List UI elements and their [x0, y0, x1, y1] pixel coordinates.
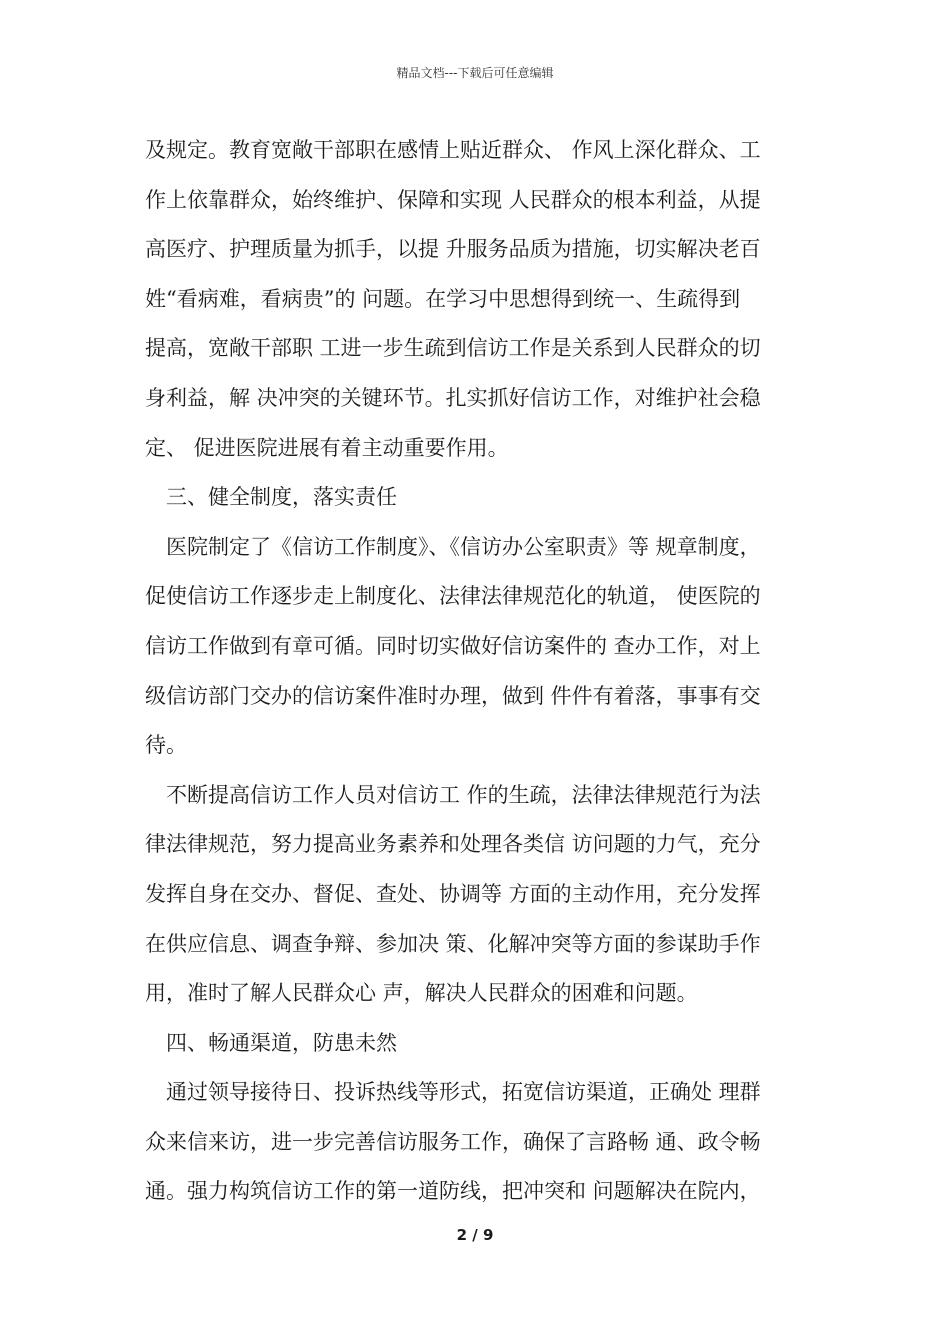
- text-line: 级信访部门交办的信访案件准时办理，做到 件件有着落，事事有交: [145, 683, 761, 708]
- text-line: 众来信来访，进一步完善信访服务工作，确保了言路畅 通、政令畅: [145, 1129, 761, 1154]
- text-line: 不断提高信访工作人员对信访工 作的生疏，法律法律规范行为法: [166, 782, 761, 807]
- text-line: 提高，宽敞干部职 工进一步生疏到信访工作是关系到人民群众的切: [145, 336, 761, 361]
- text-line: 在供应信息、调查争辩、参加决 策、化解冲突等方面的参谋助手作: [145, 931, 761, 956]
- text-line: 身利益，解 决冲突的关键环节。扎实抓好信访工作，对维护社会稳: [145, 385, 761, 410]
- text-line: 医院制定了《信访工作制度》、《信访办公室职责》等 规章制度，: [166, 534, 761, 559]
- section-heading: 四、畅通渠道，防患未然: [166, 1030, 397, 1055]
- page-number: 2 / 9: [456, 1226, 494, 1244]
- document-body: [145, 126, 815, 1217]
- text-line: 促使信访工作逐步走上制度化、法律法律规范化的轨道， 使医院的: [145, 584, 761, 609]
- text-line: 律法律规范，努力提高业务素养和处理各类信 访问题的力气，充分: [145, 832, 761, 857]
- text-line: 及规定。教育宽敞干部职在感情上贴近群众、 作风上深化群众、工: [145, 138, 761, 162]
- text-line: 通。强力构筑信访工作的第一道防线，把冲突和 问题解决在院内，: [145, 1179, 761, 1204]
- text-line: 信访工作做到有章可循。同时切实做好信访案件的 查办工作，对上: [145, 633, 761, 658]
- page-header: 精品文档---下载后可任意编辑: [396, 66, 554, 80]
- text-line: 通过领导接待日、投诉热线等形式，拓宽信访渠道，正确处 理群: [166, 1080, 761, 1105]
- text-line: 姓“看病难，看病贵”的 问题。在学习中思想得到统一、生疏得到: [145, 286, 741, 311]
- text-line: 高医疗、护理质量为抓手，以提 升服务品质为措施，切实解决老百: [145, 237, 761, 262]
- section-heading: 三、健全制度，落实责任: [166, 485, 397, 510]
- text-line: 作上依靠群众，始终维护、保障和实现 人民群众的根本利益，从提: [145, 187, 761, 212]
- text-line: 发挥自身在交办、督促、查处、协调等 方面的主动作用，充分发挥: [145, 881, 761, 906]
- text-line: 用，准时了解人民群众心 声，解决人民群众的困难和问题。: [145, 981, 698, 1006]
- text-line: 定、 促进医院进展有着主动重要作用。: [145, 435, 509, 460]
- text-line: 待。: [145, 733, 187, 758]
